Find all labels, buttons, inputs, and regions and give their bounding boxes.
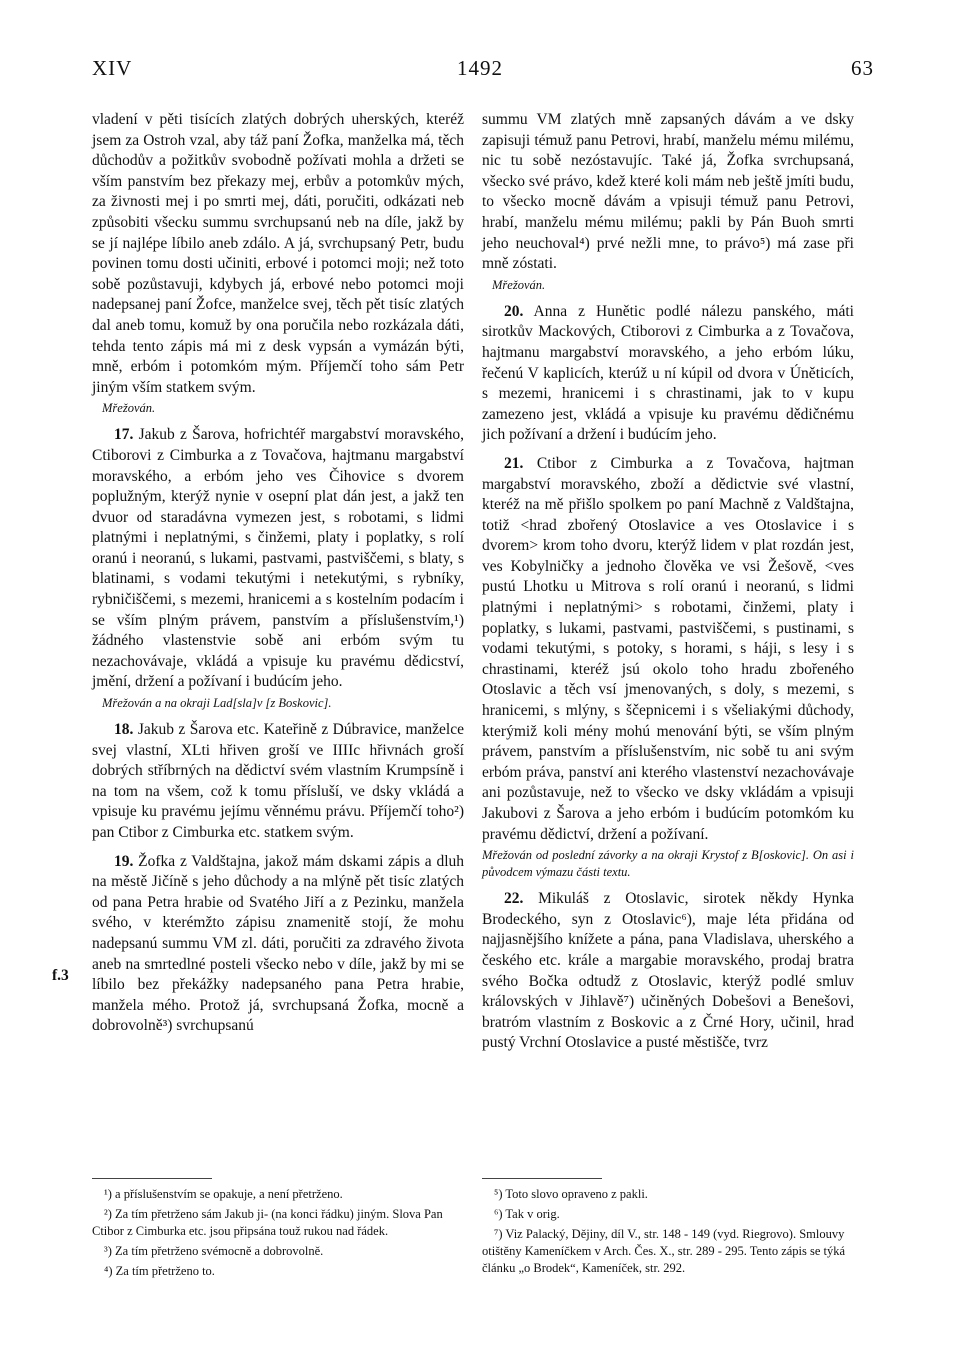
entry-number: 19. xyxy=(114,852,134,870)
entry-paragraph xyxy=(482,302,854,446)
footnote-rule-left xyxy=(92,1178,212,1179)
footnote: ³) Za tím přetrženo svémocně a dobrovolně. xyxy=(104,1244,324,1258)
entry-number: 21. xyxy=(504,454,524,472)
footnote-rule-right xyxy=(482,1178,602,1179)
entry-paragraph xyxy=(92,852,464,1037)
editorial-note: Mřežován od poslední závorky a na okraji Krystof z B[oskovic]. On asi i původcem výmazu části textu. xyxy=(482,848,854,880)
entry-paragraph xyxy=(482,454,854,845)
entry-number: 20. xyxy=(504,302,524,320)
footnotes-right xyxy=(482,1186,854,1280)
left-column xyxy=(92,110,464,1037)
editorial-note: Mřežován. xyxy=(492,277,546,292)
page-number: 63 xyxy=(851,56,874,80)
entry-number: 18. xyxy=(114,721,134,739)
footnotes-left xyxy=(92,1186,464,1283)
entry-paragraph xyxy=(92,425,464,693)
entry-paragraph xyxy=(482,889,854,1054)
running-head-left: XIV xyxy=(92,56,133,80)
footnote: ⁵) Toto slovo opraveno z pakli. xyxy=(494,1187,648,1201)
right-column xyxy=(482,110,854,1054)
entry-text: Jakub z Šarova etc. Kateřině z Dúbravice, manželce svej vlastní, XLti hřiven groší ve IIIIc hřivnách groší dobrých stříbrných na dědictví svém vlastním Krumpsíně i na tom na všem, což k tomu přísluší, ve dsky vkládá a vpisuje ku pravému jejímu věnnému právu. Příjemčí toho²) pan Ctibor z Cimburka etc. statkem svým. xyxy=(92,721,465,841)
continued-text: summu VM zlatých mně zapsaných dávám a ve dsky zapisuji témuž panu Petrovi, hrabí, manželu mému milému, nic tu sobě nezóstavujíc. Také já, Žofka svrchupsaná, všecko své právo, kdež které koli mám neb ještě jmíti budu, to všecko mocně dávám a vpisuji témuž panu Petrovi, hrabí, manželu mému milému; pakli by Pán Buoh smrti jeho neuchoval⁴) prvé nežli mne, to právo⁵) má zase při mně zóstati. xyxy=(482,111,854,273)
footnote: ¹) a příslušenstvím se opakuje, a není přetrženo. xyxy=(104,1187,343,1201)
footnote: ⁷) Viz Palacký, Dějiny, díl V., str. 148 - 149 (vyd. Riegrovo). Smlouvy otištěny Kameníčkem v Arch. Čes. X., str. 289 - 295. Tento zápis se týká článku „o Brodek“, Kameníček, str. 292. xyxy=(482,1227,846,1275)
folio-margin-mark: f.3 xyxy=(52,967,69,984)
footnote: ²) Za tím přetrženo sám Jakub ji- (na konci řádku) jiným. Slova Pan Ctibor z Cimburka etc. jsou připsána touž rukou nad řádek. xyxy=(92,1207,443,1238)
footnote: ⁴) Za tím přetrženo to. xyxy=(104,1264,215,1278)
continued-text: vladení v pěti tisících zlatých dobrých uherských, kteréž jsem za Ostroh vzal, aby táž paní Žofka, manželka má, těch důchodův a požitkův svobodně požívati mohla a držeti se vším panstvím bez překazy mej, erbův a potomkův mých, za živnosti mej i po smrti mej, dáti, poručiti, odkázati neb způsobiti všecku summu svrchupsanú neb na díle, jakž by se jí najlépe líbilo aneb zdálo. A já, svrchupsaný Petr, budu povinen tomu dosti učiniti, erbové i potomci moji; než toto sobě pozůstavuji, kdybych já, erbové nebo potomci moji nadepsanej paní Žofce, manželce svej, těch pět tisíc zlatých dal aneb tomu, komuž by ona poručila nebo rozkázala dáti, tehda tento zápis má mi z desk vypsán a vymázán býti, mně, erbóm i potomkóm mým. Příjemčí toho sám Petr jiným vším statkem svým. xyxy=(92,111,464,396)
entry-text: Mikuláš z Otoslavic, sirotek někdy Hynka Brodeckého, syn z Otoslavic⁶), maje léta přidána od najjasnějšího knížete a pána, pana Vladislava, uherského a českého etc. krále a margabie moravského, prodaj bratra svého Bočka odtudž z Otoslavic, kterýž podlé smluv královských v Jihlavě⁷) učiněných Dobešovi a Benešovi, bratróm vlastním z Boskovic a z Črné Hory, učinil, hrad pustý Vrchní Otoslavice a pusté městiščе, tvrz xyxy=(482,890,855,1052)
footnote: ⁶) Tak v orig. xyxy=(494,1207,560,1221)
running-head-year: 1492 xyxy=(457,56,503,80)
entry-text: Anna z Hunětic podlé nálezu panského, máti sirotkův Mackových, Ctiborovi z Cimburka a z Tovačova, hajtmanu margabství moravského, a jeho erbóm lúku, řečenú V kaplicích, kterúž u ní kúpil od dvora v Úněticích, s mezemi, hranicemi i s chrastinami, jak to v kupu zamezeno jest, vkládá a vpisuje ku pravému dědičnému jich požívaní a držení i budúcím jeho. xyxy=(482,302,854,444)
entry-text: Jakub z Šarova, hofrichtéř margabství moravského, Ctiborovi z Cimburka a z Tovačova, hajtmanu margabství moravského, a erbóm jeho ves Čihovice s dvorem poplužným, kterýž nynie v osepní plat dán jest, a jakž ten dvuor od staradávna vymezen jest, s robotami, s lidmi platnými i neplatnými, s činžemi, platy i poplatky, s rolí oranú i neoranú, s lukami, pastvami, pastviščemi, s blaty, s blatinami, s vodami tekutými i netekutými, s rybníky, rybničiščemi, s mezemi, hranicemi a s kostelním podacím i se vším plným právem, panstvím a příslušenstvím,¹) žádného vlastenstvie sobě ani erbóm svým tu nezachovávaje, vkládá a vpisuje ku pravému dědicství, jmění, držení a požívaní i budúcím jeho. xyxy=(92,426,465,691)
entry-number: 22. xyxy=(504,890,524,908)
entry-text: Žofka z Valdštajna, jakož mám dskami zápis a dluh na městě Jičíně s jeho důchody a na mlýně pět tisíc zlatých od pana Petra hrabie od Svatého Jiří a z Pezinku, manžela svého, v kterémžto zápisu znamenitě stojí, že mohu nadepsanú summu VM zl. dáti, poručiti za zdravého života aneb na smrtedlné posteli všecko nebo v díle, jakž by mi se líbilo bez překážky nadepsaného pana Petra hrabie, manžela mého. Protož já, svrchupsaná Žofka, mocně a dobrovolně³) svrchupsanú xyxy=(92,852,465,1035)
entry-text: Ctibor z Cimburka a z Tovačova, hajtman margabství moravského, zboží a dědictvie své vlastní, kteréž na mě přišlo spolkem po paní Machně z Valdštajna, totiž <hrad zbořený Otoslavice a ves Otoslavice i s dvorem> krom toho dvoru, kterýž lidem v plat rozdán jest, ves Kobylničky a jednoho člověka ve vsi Žešově, <ves pustú Lhotku u Mitrova s rolí oranú i neoranú, s lidmi platnými i neplatnými> s robotami, činžemi, platy i poplatky, s lukami, pastvami, pastviščemi, s pustinami, s vodami tekutými, s potoky, s horami, s háji, s lesy i s chrastinami, kteréž jsú okolo toho hradu zbořeného Otoslavic a těch vsí jmenovaných, s doly, s mezemi, s hranicemi, s mlýny, s ščepnicemi i s všeliakými důchody, kterýmiž koli mény mohú menování býti, se vším plným právem, panstvím a příslušenstvím, nic sobě tu ani svým erbóm práva, panství ani kterého vlastenství nezachovávaje ani pozůstavuje, než to všecko ve dsky vkládám a vpisuji Jakubovi z Šarova a jeho erbóm i budúcím potomkóm ku pravému dědictví, držení a požívaní. xyxy=(482,454,854,843)
entry-number: 17. xyxy=(114,426,134,444)
editorial-note: Mřežován a na okraji Lad[sla]v [z Boskovic]. xyxy=(102,696,332,711)
editorial-note: Mřežován. xyxy=(102,401,156,416)
entry-paragraph xyxy=(92,720,464,844)
